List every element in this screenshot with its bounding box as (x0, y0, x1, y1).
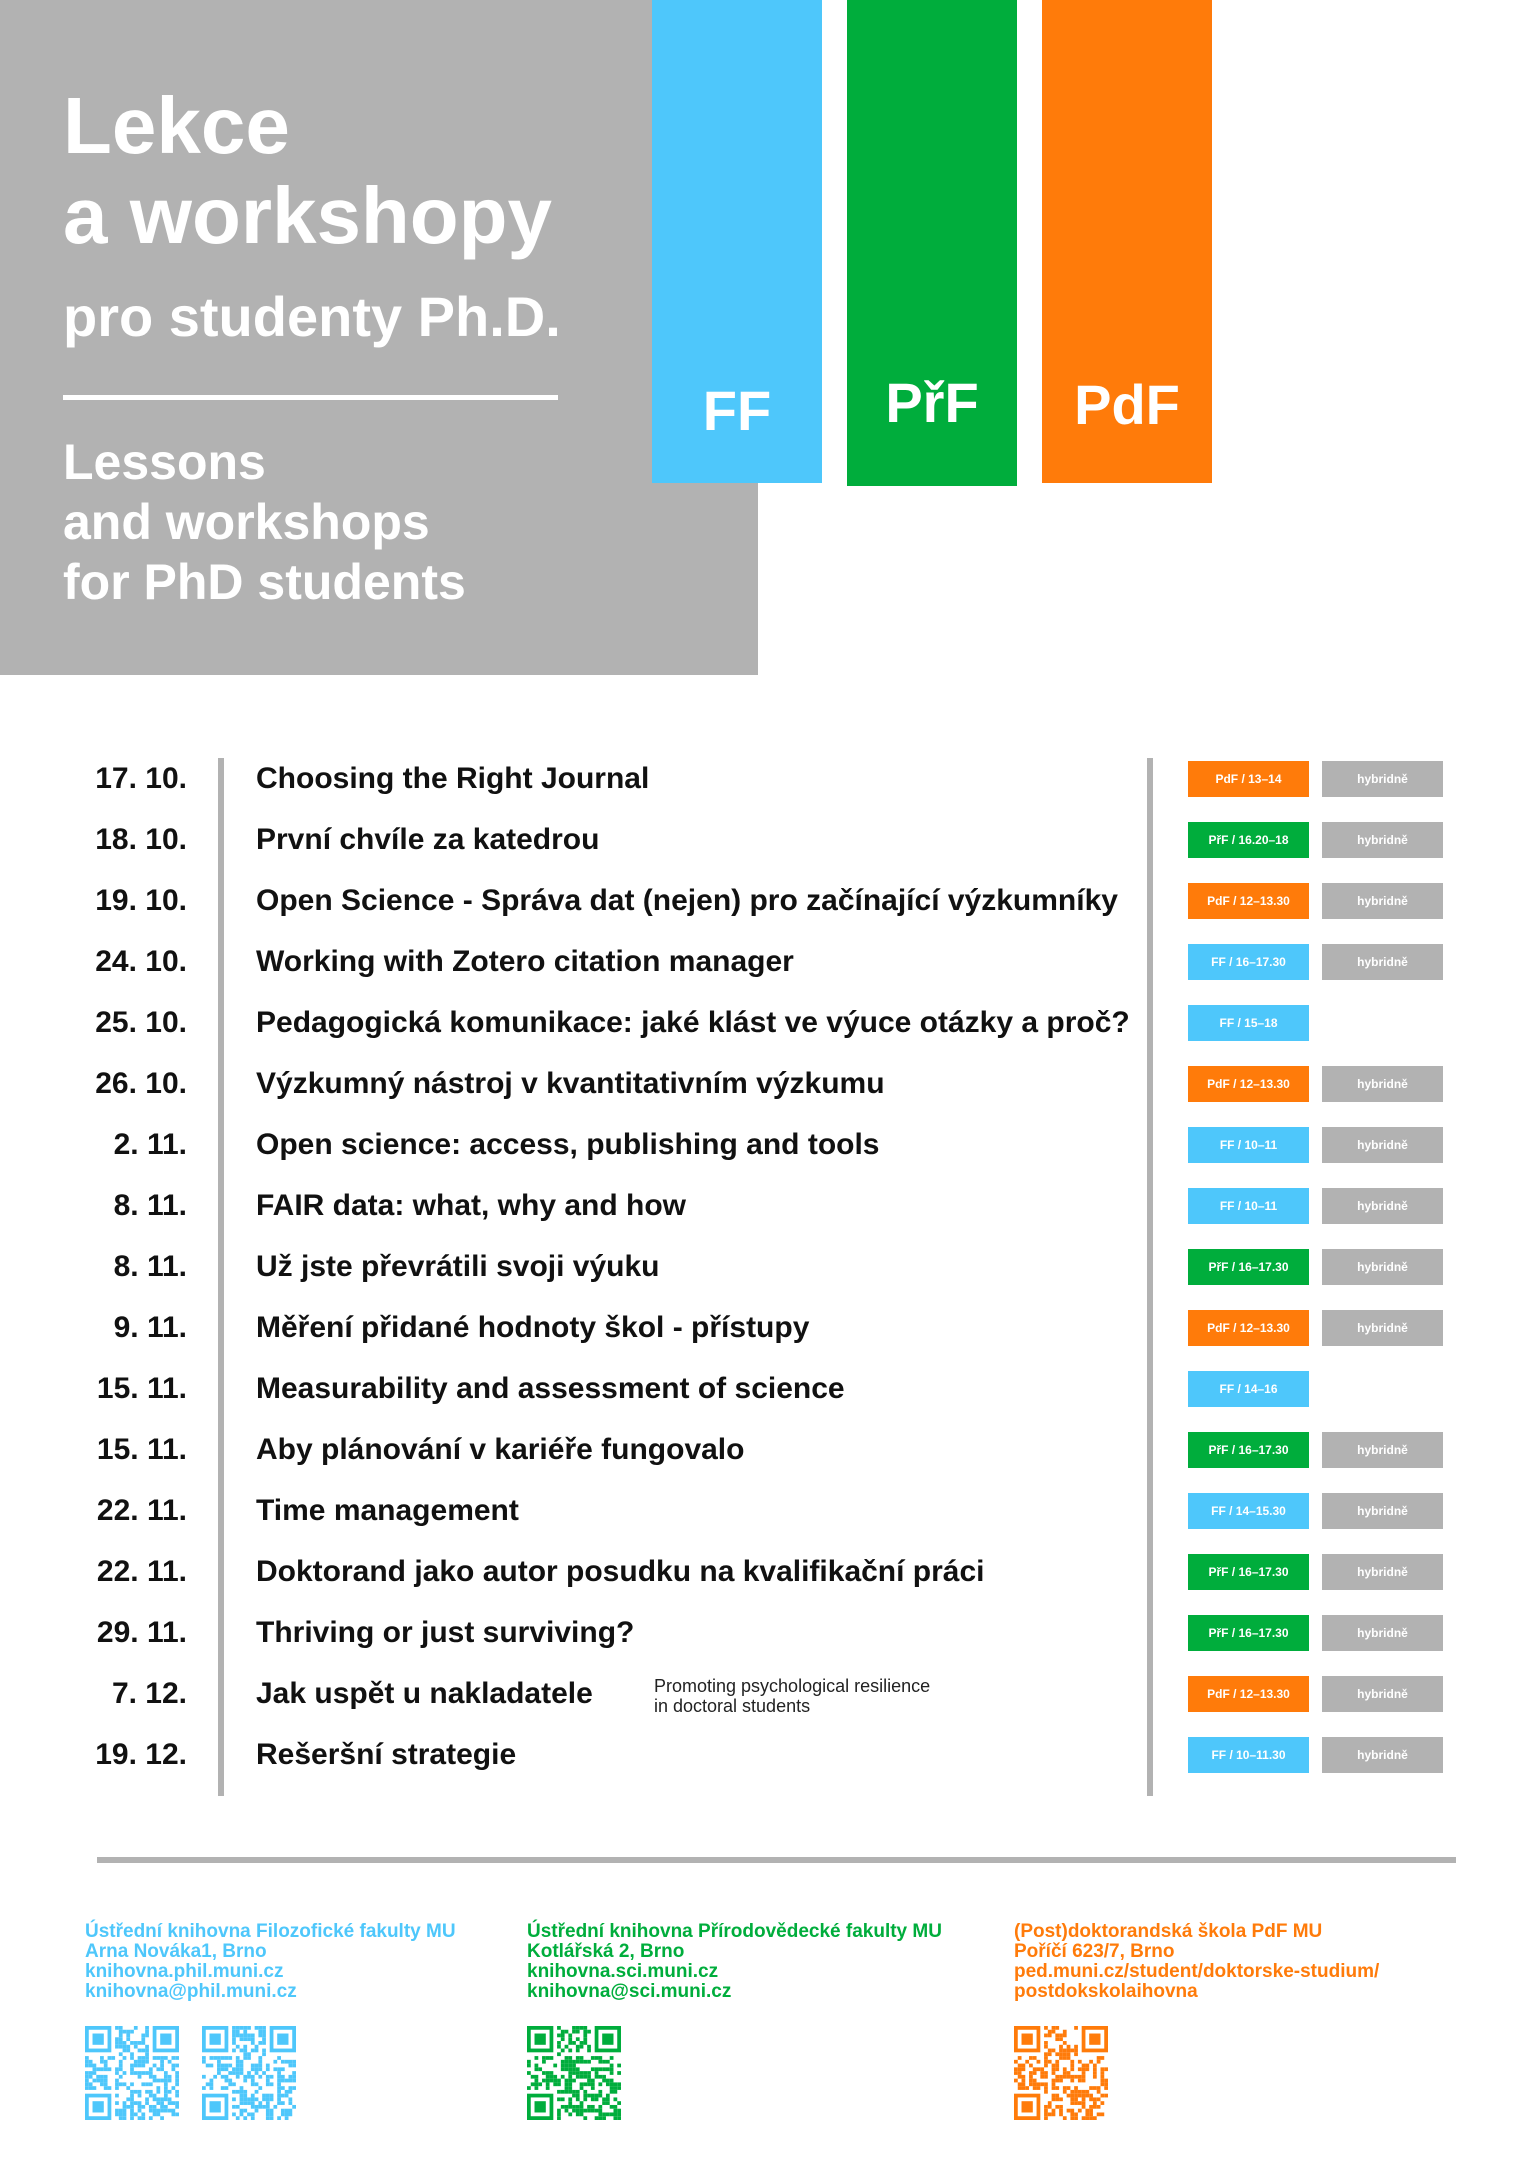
header-block (0, 0, 758, 675)
event-date: 15. 11. (96, 1433, 187, 1466)
hybrid-badge: hybridně (1322, 1432, 1443, 1468)
contact-prf-web-link[interactable]: knihovna.sci.muni.cz (527, 1961, 719, 1982)
hybrid-badge: hybridně (1322, 822, 1443, 858)
event-date: 7. 12. (111, 1677, 187, 1710)
schedule-row (0, 820, 1525, 860)
hybrid-badge: hybridně (1322, 1676, 1443, 1712)
event-date: 8. 11. (113, 1189, 187, 1222)
hybrid-badge: hybridně (1322, 1615, 1443, 1651)
location-time-badge: PřF / 16–17.30 (1188, 1615, 1309, 1651)
contact-pdf-web-link-cont[interactable]: postdokskolaihovna (1014, 1981, 1198, 2002)
event-date: 19. 12. (95, 1738, 187, 1771)
schedule-row (0, 1735, 1525, 1775)
event-title: Rešeršní strategie (256, 1738, 517, 1771)
hybrid-badge: hybridně (1322, 1310, 1443, 1346)
location-time-badge: FF / 10–11 (1188, 1188, 1309, 1224)
schedule-row (0, 1491, 1525, 1531)
location-time-badge: PdF / 12–13.30 (1188, 1066, 1309, 1102)
location-time-badge: FF / 14–16 (1188, 1371, 1309, 1407)
event-title: Pedagogická komunikace: jaké klást ve výuce otázky a proč? (256, 1006, 1130, 1039)
thriving-subtitle-line-1: Promoting psychological resilience (654, 1676, 931, 1696)
event-title: Už jste převrátili svoji výuku (256, 1250, 660, 1283)
location-time-badge: PdF / 12–13.30 (1188, 1676, 1309, 1712)
faculty-bar-ff (652, 0, 822, 483)
contact-pdf (1014, 1922, 1379, 2002)
schedule-row (0, 759, 1525, 799)
contact-ff (85, 1922, 456, 2002)
schedule-row (0, 942, 1525, 982)
contact-prf-email-link[interactable]: knihovna@sci.muni.cz (527, 1981, 732, 2002)
contact-ff-name: Ústřední knihovna Filozofické fakulty MU (85, 1921, 456, 1942)
schedule-row (0, 1003, 1525, 1043)
qr-code-pdf[interactable] (1014, 2026, 1108, 2120)
hybrid-badge: hybridně (1322, 1249, 1443, 1285)
schedule-row (0, 881, 1525, 921)
location-time-badge: FF / 10–11 (1188, 1127, 1309, 1163)
location-time-badge: PřF / 16–17.30 (1188, 1554, 1309, 1590)
event-date: 17. 10. (95, 762, 187, 795)
schedule-row (0, 1369, 1525, 1409)
faculty-label-ff: FF (702, 379, 772, 442)
thriving-subtitle (654, 1676, 930, 1716)
event-title: Aby plánování v kariéře fungovalo (256, 1433, 745, 1466)
schedule-row (0, 1064, 1525, 1104)
location-time-badge: FF / 15–18 (1188, 1005, 1309, 1041)
hybrid-badge: hybridně (1322, 1493, 1443, 1529)
event-title: Time management (256, 1494, 519, 1527)
event-date: 29. 11. (96, 1616, 187, 1649)
title-line-3: pro studenty Ph.D. (63, 285, 561, 348)
event-title: První chvíle za katedrou (256, 823, 600, 856)
qr-code-ff-1[interactable] (85, 2026, 179, 2120)
contact-prf-address: Kotlářská 2, Brno (527, 1941, 685, 1962)
event-title: Doktorand jako autor posudku na kvalifikační práci (256, 1555, 985, 1588)
faculty-label-prf: PřF (885, 371, 979, 434)
schedule-row (0, 1125, 1525, 1165)
hybrid-badge: hybridně (1322, 944, 1443, 980)
contact-pdf-web-link[interactable]: ped.muni.cz/student/doktorske-studium/ (1014, 1961, 1380, 1982)
faculty-label-pdf: PdF (1074, 373, 1180, 436)
hybrid-badge: hybridně (1322, 1127, 1443, 1163)
thriving-subtitle-line-2: in doctoral students (654, 1696, 811, 1716)
schedule-row (0, 1247, 1525, 1287)
contact-prf-name: Ústřední knihovna Přírodovědecké fakulty MU (527, 1921, 942, 1942)
contact-prf (527, 1922, 942, 2002)
contact-ff-email-link[interactable]: knihovna@phil.muni.cz (85, 1981, 297, 2002)
schedule-row (0, 1430, 1525, 1470)
event-date: 22. 11. (96, 1494, 187, 1527)
contact-ff-web-link[interactable]: knihovna.phil.muni.cz (85, 1961, 284, 1982)
schedule-row (0, 1613, 1525, 1653)
location-time-badge: PřF / 16.20–18 (1188, 822, 1309, 858)
schedule-row (0, 1552, 1525, 1592)
schedule-row (0, 1186, 1525, 1226)
contact-ff-address: Arna Nováka1, Brno (85, 1941, 267, 1962)
event-date: 15. 11. (96, 1372, 187, 1405)
event-title: Choosing the Right Journal (256, 762, 650, 795)
hybrid-badge: hybridně (1322, 1188, 1443, 1224)
event-date: 9. 11. (113, 1311, 187, 1344)
subtitle-line-1: Lessons (63, 434, 266, 490)
event-date: 24. 10. (95, 945, 187, 978)
event-date: 18. 10. (95, 823, 187, 856)
title-line-1: Lekce (63, 81, 290, 170)
event-title: Open science: access, publishing and tools (256, 1128, 880, 1161)
qr-code-ff-2[interactable] (202, 2026, 296, 2120)
faculty-bar-pdf (1042, 0, 1212, 483)
event-date: 26. 10. (95, 1067, 187, 1100)
location-time-badge: PřF / 16–17.30 (1188, 1249, 1309, 1285)
contact-pdf-name: (Post)doktorandská škola PdF MU (1014, 1921, 1323, 1942)
footer-divider (97, 1857, 1456, 1863)
hybrid-badge: hybridně (1322, 1066, 1443, 1102)
contact-pdf-address: Poříčí 623/7, Brno (1014, 1941, 1175, 1962)
location-time-badge: PdF / 12–13.30 (1188, 1310, 1309, 1346)
event-date: 2. 11. (113, 1128, 187, 1161)
subtitle-line-3: for PhD students (63, 554, 466, 610)
schedule-row (0, 1308, 1525, 1348)
hybrid-badge: hybridně (1322, 1554, 1443, 1590)
event-title: Working with Zotero citation manager (256, 945, 794, 978)
faculty-bar-prf (847, 0, 1017, 486)
location-time-badge: FF / 16–17.30 (1188, 944, 1309, 980)
location-time-badge: FF / 14–15.30 (1188, 1493, 1309, 1529)
event-title: Open Science - Správa dat (nejen) pro začínající výzkumníky (256, 884, 1118, 917)
event-date: 25. 10. (95, 1006, 187, 1039)
event-date: 22. 11. (96, 1555, 187, 1588)
title-divider (63, 395, 558, 400)
event-date: 8. 11. (113, 1250, 187, 1283)
location-time-badge: PřF / 16–17.30 (1188, 1432, 1309, 1468)
event-title: Jak uspět u nakladatele (256, 1677, 593, 1710)
event-title: Thriving or just surviving? (256, 1616, 635, 1649)
event-date: 19. 10. (95, 884, 187, 917)
location-time-badge: FF / 10–11.30 (1188, 1737, 1309, 1773)
event-title: FAIR data: what, why and how (256, 1189, 687, 1222)
location-time-badge: PdF / 13–14 (1188, 761, 1309, 797)
subtitle-line-2: and workshops (63, 494, 430, 550)
event-title: Measurability and assessment of science (256, 1372, 845, 1405)
qr-code-prf[interactable] (527, 2026, 621, 2120)
hybrid-badge: hybridně (1322, 761, 1443, 797)
event-title: Měření přidané hodnoty škol - přístupy (256, 1311, 810, 1344)
title-line-2: a workshopy (63, 171, 553, 260)
event-title: Výzkumný nástroj v kvantitativním výzkumu (256, 1067, 885, 1100)
hybrid-badge: hybridně (1322, 883, 1443, 919)
location-time-badge: PdF / 12–13.30 (1188, 883, 1309, 919)
hybrid-badge: hybridně (1322, 1737, 1443, 1773)
